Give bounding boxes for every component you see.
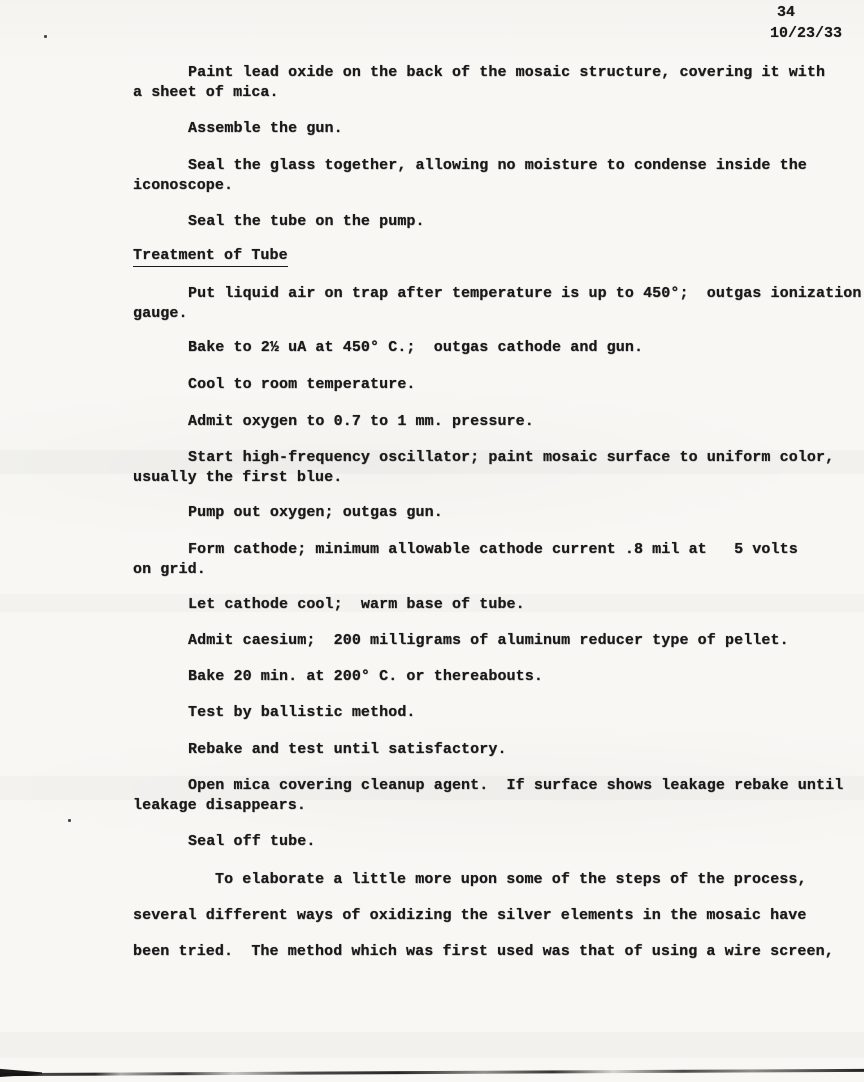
text-line: Admit caesium; 200 milligrams of aluminum reducer type of pellet. [188,632,789,649]
text-line: usually the first blue. [133,469,343,486]
text-line: Start high-frequency oscillator; paint mosaic surface to uniform color, [188,449,835,466]
text-line: several different ways of oxidizing the silver elements in the mosaic have [133,907,807,924]
text-line: gauge. [133,305,188,322]
text-line: Seal the tube on the pump. [188,213,425,230]
ink-speck [44,35,47,38]
text-line: Form cathode; minimum allowable cathode current .8 mil at 5 volts [188,541,798,558]
ink-speck [68,819,71,822]
text-line: Rebake and test until satisfactory. [188,741,507,758]
scan-artifact-line [0,1066,864,1078]
page-date: 10/23/33 [770,25,843,42]
text-line: Bake to 2½ uA at 450° C.; outgas cathode and gun. [188,339,644,356]
text-line: Bake 20 min. at 200° C. or thereabouts. [188,668,543,685]
page-number: 34 [777,4,796,21]
text-line: Assemble the gun. [188,120,343,137]
text-line: Admit oxygen to 0.7 to 1 mm. pressure. [188,413,534,430]
text-line: iconoscope. [133,177,234,194]
text-line: To elaborate a little more upon some of the steps of the process, [215,871,807,888]
section-heading: Treatment of Tube [133,246,288,267]
text-line: Paint lead oxide on the back of the mosaic structure, covering it with [188,64,826,81]
text-line: a sheet of mica. [133,84,279,101]
text-line: Seal the glass together, allowing no moisture to condense inside the [188,157,807,174]
scan-artifact-stroke [0,1069,864,1076]
text-line: Pump out oxygen; outgas gun. [188,504,443,521]
text-line: Test by ballistic method. [188,704,416,721]
text-line: Cool to room temperature. [188,376,416,393]
text-line: leakage disappears. [133,797,306,814]
text-line: Let cathode cool; warm base of tube. [188,596,525,613]
text-line: Seal off tube. [188,833,316,850]
text-line: on grid. [133,561,206,578]
text-line: Open mica covering cleanup agent. If surface shows leakage rebake until [188,777,844,794]
scan-streak [0,1032,864,1058]
text-line: been tried. The method which was first used was that of using a wire screen, [133,943,834,960]
text-line: Put liquid air on trap after temperature is up to 450°; outgas ionization [188,285,862,302]
